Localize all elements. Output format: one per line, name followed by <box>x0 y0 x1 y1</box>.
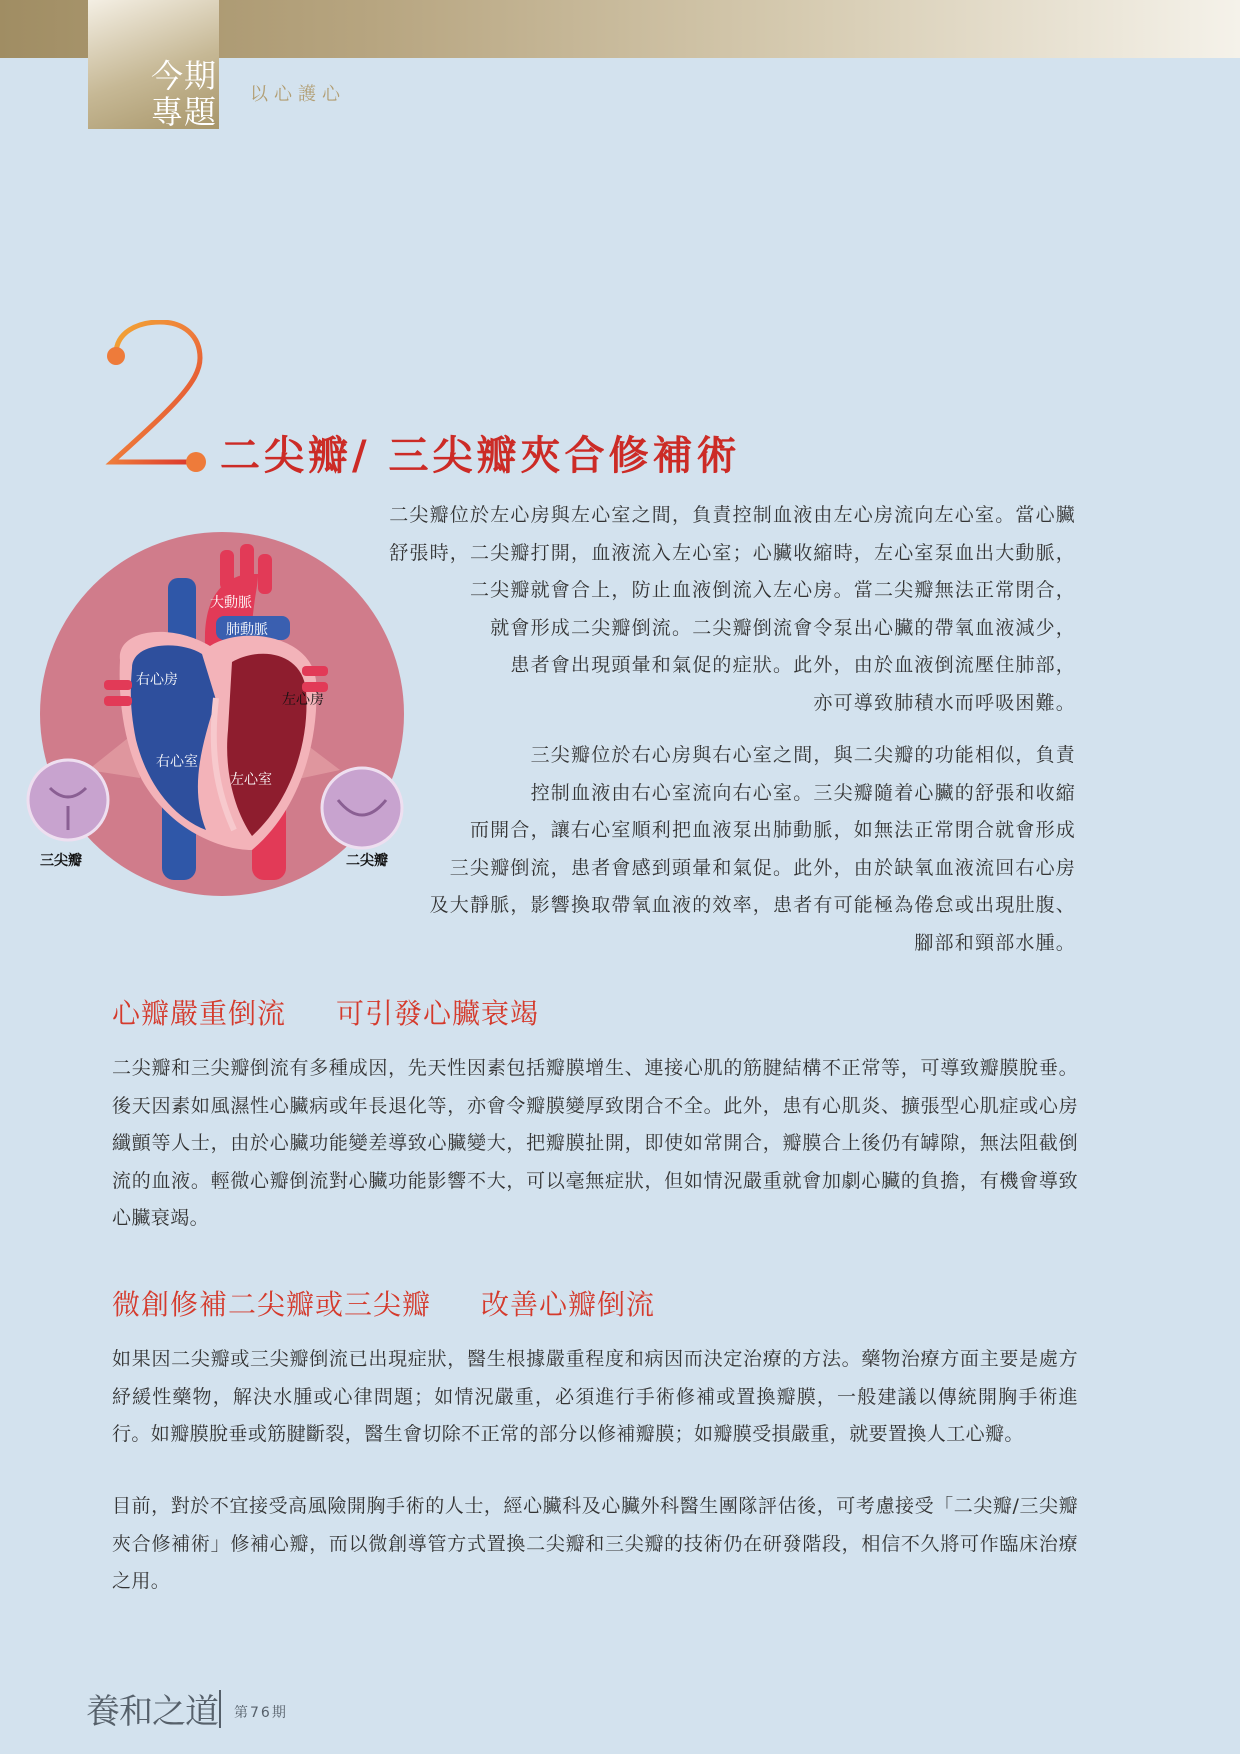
tag-line-2: 專題 <box>150 93 217 131</box>
label-pulmonary-artery: 肺動脈 <box>226 622 268 638</box>
text-line: 控制血液由右心室流向右心室。三尖瓣隨着心臟的舒張和收縮 <box>530 781 1076 804</box>
text-line: 而開合，讓右心室順利把血液泵出肺動脈，如無法正常閉合就會形成 <box>469 819 1076 841</box>
treatment-paragraph: 如果因二尖瓣或三尖瓣倒流已出現症狀，醫生根據嚴重程度和病因而決定治療的方法。藥物治療方面主要是處方紓緩性藥物，解決水腫或心律問題；如情況嚴重，必須進行手術修補或置換瓣膜，一般建議以傳統開胸手術進行。如瓣膜脫垂或筋腱斷裂，醫生會切除不正常的部分以修補瓣膜；如瓣膜受損嚴重，就要置換人工心瓣。 <box>112 1348 1078 1445</box>
footer-divider <box>219 1690 221 1728</box>
text-line: 及大靜脈，影響換取帶氧血液的效率，患者有可能極為倦怠或出現肚腹、 <box>429 894 1076 916</box>
subheading-repair <box>112 1283 655 1323</box>
text-line: 二尖瓣就會合上，防止血液倒流入左心房。當二尖瓣無法正常閉合， <box>469 579 1076 601</box>
text-line: 三尖瓣倒流，患者會感到頭暈和氣促。此外，由於缺氧血液流回右心房 <box>449 856 1076 879</box>
causes-paragraph: 二尖瓣和三尖瓣倒流有多種成因，先天性因素包括瓣膜增生、連接心肌的筋腱結構不正常等，可導致瓣膜脫垂。後天因素如風濕性心臟病或年長退化等，亦會令瓣膜變厚致閉合不全。此外，患有心肌炎、擴張型心肌症或心房纖顫等人士，由於心臟功能變差導致心臟變大，把瓣膜扯開，即使如常開合，瓣膜合上後仍有罅隙，無法阻截倒流的血液。輕微心瓣倒流對心臟功能影響不大，可以毫無症狀，但如情況嚴重就會加劇心臟的負擔，有機會導致心臟衰竭。 <box>112 1057 1078 1229</box>
subheading-regurgitation <box>112 992 539 1032</box>
mitral-paragraph <box>389 497 1076 722</box>
label-left-atrium: 左心房 <box>282 692 324 708</box>
subheading-part: 心瓣嚴重倒流 <box>112 997 287 1030</box>
footer-issue: 第76期 <box>234 1705 288 1721</box>
subheading-part: 可引發心臟衰竭 <box>336 997 540 1030</box>
text-line: 二尖瓣位於左心房與左心室之間，負責控制血液由左心房流向左心室。當心臟 <box>389 504 1076 526</box>
text-line: 三尖瓣位於右心房與右心室之間，與二尖瓣的功能相似，負責 <box>530 744 1076 766</box>
text-line: 舒張時，二尖瓣打開，血液流入左心室；心臟收縮時，左心室泵血出大動脈， <box>389 541 1076 564</box>
tricuspid-paragraph <box>430 737 1076 962</box>
text-line: 亦可導致肺積水而呼吸困難。 <box>813 691 1076 714</box>
text-line: 患者會出現頭暈和氣促的症狀。此外，由於血液倒流壓住肺部， <box>510 654 1076 676</box>
label-aorta: 大動脈 <box>210 595 252 611</box>
text-line: 腳部和頸部水腫。 <box>914 931 1076 954</box>
footer-brand: 養和之道 <box>86 1692 218 1732</box>
feature-tag <box>88 0 219 129</box>
subheading-part: 改善心瓣倒流 <box>481 1288 656 1321</box>
label-right-atrium: 右心房 <box>136 672 178 688</box>
topic-label: 以心護心 <box>250 84 346 105</box>
tag-line-1: 今期 <box>150 57 217 95</box>
label-right-ventricle: 右心室 <box>156 754 198 770</box>
section-title: 二尖瓣/ 三尖瓣夾合修補術 <box>220 433 741 479</box>
current-paragraph: 目前，對於不宜接受高風險開胸手術的人士，經心臟科及心臟外科醫生團隊評估後，可考慮接受「二尖瓣/三尖瓣夾合修補術」修補心瓣，而以微創導管方式置換二尖瓣和三尖瓣的技術仍在研發階段，相信不久將可作臨床治療之用。 <box>112 1495 1078 1592</box>
text-line: 就會形成二尖瓣倒流。二尖瓣倒流會令泵出心臟的帶氧血液減少， <box>490 616 1076 639</box>
label-left-ventricle: 左心室 <box>230 772 272 788</box>
subheading-part: 微創修補二尖瓣或三尖瓣 <box>112 1288 432 1321</box>
section-number <box>104 320 214 480</box>
label-tricuspid: 三尖瓣 <box>40 853 82 869</box>
heart-diagram <box>20 530 410 900</box>
label-mitral: 二尖瓣 <box>346 853 388 869</box>
